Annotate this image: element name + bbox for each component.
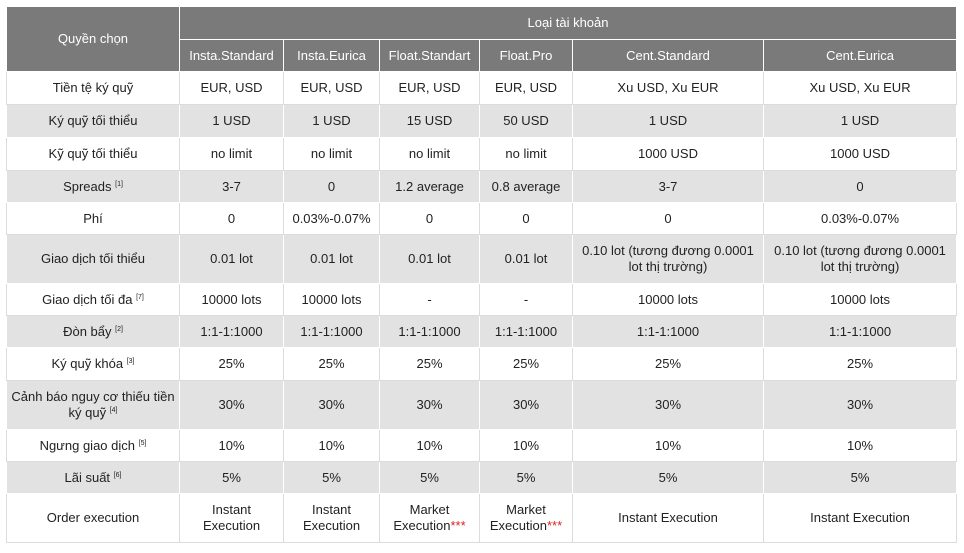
table-cell [764, 316, 957, 348]
table-cell [764, 430, 957, 462]
table-cell [480, 348, 573, 381]
cell-value: - [427, 291, 432, 307]
cell-value: - [523, 291, 529, 307]
table-cell [764, 494, 957, 543]
table-row [7, 494, 957, 543]
table-cell [480, 203, 573, 235]
cell-value: 15 USD [406, 113, 453, 128]
cell-value: 0.01 lot [408, 251, 451, 266]
table-cell [380, 316, 480, 348]
table-cell [180, 381, 284, 430]
cell-value: 10% [654, 437, 682, 453]
cell-value: 0.01 lot [210, 251, 253, 266]
row-label-text: Cảnh báo nguy cơ thiếu tiền ký quỹ [11, 389, 175, 420]
cell-value: 25% [654, 356, 682, 371]
table-cell [480, 72, 573, 105]
table-cell [380, 138, 480, 171]
cell-value: Xu USD, Xu EUR [809, 80, 911, 95]
table-cell [380, 235, 480, 284]
cell-value: 10% [416, 437, 443, 453]
table-cell [284, 430, 380, 462]
cell-value: 0.8 average [491, 178, 561, 194]
option-header: Quyền chọn [7, 7, 180, 72]
row-label-text: Ngưng giao dịch [39, 437, 135, 453]
table-cell [764, 138, 957, 171]
cell-value: 5% [850, 469, 870, 485]
cell-value: Instant Execution [618, 510, 718, 525]
table-cell [573, 235, 764, 284]
cell-value: 1:1-1:1000 [636, 323, 700, 339]
table-cell [180, 138, 284, 171]
row-label [7, 72, 180, 105]
table-cell [573, 316, 764, 348]
cell-value: no limit [310, 146, 353, 161]
table-row [7, 105, 957, 138]
cell-value: 30% [318, 397, 345, 412]
table-cell [380, 430, 480, 462]
table-cell [380, 203, 480, 235]
table-cell [180, 72, 284, 105]
row-label [7, 494, 180, 543]
cell-value: 25% [847, 356, 874, 371]
table-cell [764, 105, 957, 138]
table-cell [573, 138, 764, 171]
cell-value: 10000 lots [301, 291, 362, 307]
table-cell [480, 235, 573, 284]
table-cell [284, 105, 380, 138]
table-cell [284, 203, 380, 235]
cell-value: 1:1-1:1000 [200, 323, 263, 339]
account-comparison-table [6, 6, 957, 543]
cell-value: EUR, USD [398, 80, 461, 95]
cell-value: 1:1-1:1000 [828, 323, 892, 339]
cell-value: 5% [420, 469, 439, 485]
cell-value: 0 [425, 210, 434, 226]
table-cell [284, 171, 380, 203]
row-label-text: Lãi suất [64, 469, 111, 485]
table-cell [573, 348, 764, 381]
footnote-asterisks: *** [450, 518, 466, 533]
cell-value: 50 USD [503, 113, 549, 128]
table-cell [380, 171, 480, 203]
row-label-text: Giao dịch tối đa [42, 291, 133, 307]
table-cell [380, 462, 480, 494]
table-cell [180, 430, 284, 462]
table-cell [480, 105, 573, 138]
table-cell [764, 171, 957, 203]
table-row [7, 316, 957, 348]
table-row [7, 284, 957, 316]
cell-value: 0.01 lot [504, 251, 548, 266]
table-cell [180, 494, 284, 543]
footnote-ref: [3] [126, 358, 135, 365]
table-cell [380, 72, 480, 105]
cell-value: 1:1-1:1000 [494, 323, 558, 339]
table-cell [764, 284, 957, 316]
column-header: Cent.Standard [573, 40, 764, 72]
cell-value: 10% [318, 437, 345, 453]
cell-value: Market Execution [393, 502, 451, 533]
cell-value: 0.03%-0.07% [820, 210, 900, 226]
footnote-ref: [2] [115, 325, 123, 333]
row-label-text: Spreads [63, 178, 112, 194]
cell-value: 3-7 [222, 178, 241, 194]
table-cell [180, 316, 284, 348]
row-label-text: Đòn bẩy [63, 323, 112, 339]
table-cell [573, 203, 764, 235]
cell-value: 30% [512, 397, 540, 412]
table-cell [180, 284, 284, 316]
footnote-ref: [5] [138, 439, 147, 447]
table-cell [284, 494, 380, 543]
table-header [7, 7, 957, 72]
row-label [7, 235, 180, 284]
table-cell [380, 381, 480, 430]
table-cell [180, 171, 284, 203]
cell-value: 30% [218, 397, 245, 412]
cell-value: no limit [408, 146, 451, 161]
cell-value: 0 [327, 178, 336, 194]
cell-value: 25% [512, 356, 540, 371]
row-label [7, 171, 180, 203]
table-cell [180, 105, 284, 138]
cell-value: 30% [654, 397, 682, 412]
table-cell [480, 316, 573, 348]
table-cell [480, 171, 573, 203]
row-label-text: Phí [83, 210, 103, 226]
table-row [7, 138, 957, 171]
table-cell [573, 171, 764, 203]
table-cell [284, 235, 380, 284]
cell-value: 10000 lots [830, 291, 891, 307]
row-label [7, 348, 180, 381]
cell-value: 10000 lots [638, 291, 698, 307]
column-header: Cent.Eurica [764, 40, 957, 72]
account-type-header: Loại tài khoản [180, 7, 957, 40]
table-cell [573, 494, 764, 543]
cell-value: EUR, USD [494, 80, 558, 95]
table-cell [380, 105, 480, 138]
cell-value: 1000 USD [638, 146, 698, 161]
row-label-text: Ký quỹ tối thiểu [48, 113, 138, 128]
table-row [7, 430, 957, 462]
cell-value: 1 USD [840, 113, 880, 128]
table-cell [284, 284, 380, 316]
cell-value: 0 [664, 210, 672, 226]
table-row [7, 72, 957, 105]
cell-value: 25% [318, 356, 345, 371]
row-label [7, 430, 180, 462]
cell-value: no limit [505, 146, 547, 161]
table-cell [764, 235, 957, 284]
column-header: Insta.Standard [180, 40, 284, 72]
footnote-ref: [7] [136, 293, 144, 301]
table-cell [180, 203, 284, 235]
table-cell [380, 348, 480, 381]
table-row [7, 462, 957, 494]
cell-value: 1000 USD [830, 146, 891, 161]
table-cell [284, 138, 380, 171]
cell-value: 5% [322, 469, 341, 485]
table-cell [284, 348, 380, 381]
table-cell [480, 494, 573, 543]
footnote-ref: [6] [113, 471, 122, 479]
row-label-text: Giao dịch tối thiểu [40, 251, 146, 266]
table-row [7, 348, 957, 381]
row-label-text: Order execution [46, 510, 140, 525]
table-cell [764, 462, 957, 494]
table-cell [573, 462, 764, 494]
table-cell [380, 284, 480, 316]
table-cell [764, 348, 957, 381]
table-cell [284, 381, 380, 430]
table-cell [764, 381, 957, 430]
cell-value: 1.2 average [395, 178, 464, 194]
footnote-ref: [1] [115, 180, 123, 188]
cell-value: 3-7 [658, 178, 678, 194]
cell-value: EUR, USD [200, 80, 263, 95]
row-label-text: Kỹ quỹ tối thiểu [48, 146, 138, 161]
cell-value: Market Execution [489, 502, 547, 533]
cell-value: 5% [658, 469, 678, 485]
cell-value: 30% [847, 397, 874, 412]
table-cell [573, 72, 764, 105]
cell-value: Instant Execution [202, 502, 261, 533]
row-label [7, 203, 180, 235]
column-header: Float.Standart [380, 40, 480, 72]
cell-value: 1 USD [648, 113, 688, 128]
table-cell [480, 381, 573, 430]
cell-value: Instant Execution [810, 510, 910, 525]
cell-value: Instant Execution [302, 502, 361, 533]
table-row [7, 203, 957, 235]
table-cell [480, 462, 573, 494]
row-label [7, 105, 180, 138]
table-cell [284, 462, 380, 494]
cell-value: 0 [856, 178, 864, 194]
row-label-text: Ký quỹ khóa [51, 356, 124, 371]
cell-value: 10% [512, 437, 540, 453]
row-label [7, 381, 180, 430]
cell-value: 10000 lots [201, 291, 262, 307]
table-cell [480, 284, 573, 316]
cell-value: 1 USD [212, 113, 251, 128]
table-cell [180, 348, 284, 381]
cell-value: 25% [416, 356, 443, 371]
table-cell [573, 284, 764, 316]
column-header: Float.Pro [480, 40, 573, 72]
table-row [7, 235, 957, 284]
cell-value: 0.03%-0.07% [292, 210, 371, 226]
table-cell [284, 316, 380, 348]
row-label [7, 462, 180, 494]
cell-value: 0 [522, 210, 530, 226]
cell-value: Xu USD, Xu EUR [617, 80, 719, 95]
table-cell [180, 462, 284, 494]
cell-value: 1:1-1:1000 [398, 323, 461, 339]
cell-value: 5% [516, 469, 536, 485]
footnote-ref: [4] [109, 407, 118, 414]
table-row [7, 171, 957, 203]
column-header: Insta.Eurica [284, 40, 380, 72]
table-cell [480, 138, 573, 171]
row-label [7, 316, 180, 348]
table-cell [764, 72, 957, 105]
cell-value: 1 USD [312, 113, 351, 128]
table-cell [180, 235, 284, 284]
cell-value: 0.01 lot [310, 251, 353, 266]
cell-value: 10% [218, 437, 245, 453]
table-cell [573, 105, 764, 138]
row-label [7, 284, 180, 316]
table-body [7, 72, 957, 543]
cell-value: 25% [218, 356, 245, 371]
cell-value: 5% [222, 469, 241, 485]
cell-value: 10% [847, 437, 874, 453]
table-cell [380, 494, 480, 543]
row-label [7, 138, 180, 171]
cell-value: 30% [416, 397, 443, 412]
table-cell [573, 430, 764, 462]
table-cell [573, 381, 764, 430]
table-cell [284, 72, 380, 105]
table-cell [764, 203, 957, 235]
cell-value: 1:1-1:1000 [300, 323, 363, 339]
table-row [7, 381, 957, 430]
row-label-text: Tiền tệ ký quỹ [52, 80, 134, 95]
cell-value: EUR, USD [300, 80, 363, 95]
cell-value: no limit [210, 146, 253, 161]
cell-value: 0.10 lot (tương đương 0.0001 lot thị trường) [774, 243, 946, 274]
cell-value: 0 [227, 210, 236, 226]
cell-value: 0.10 lot (tương đương 0.0001 lot thị trường) [582, 243, 754, 274]
table-cell [480, 430, 573, 462]
footnote-asterisks: *** [546, 518, 563, 533]
